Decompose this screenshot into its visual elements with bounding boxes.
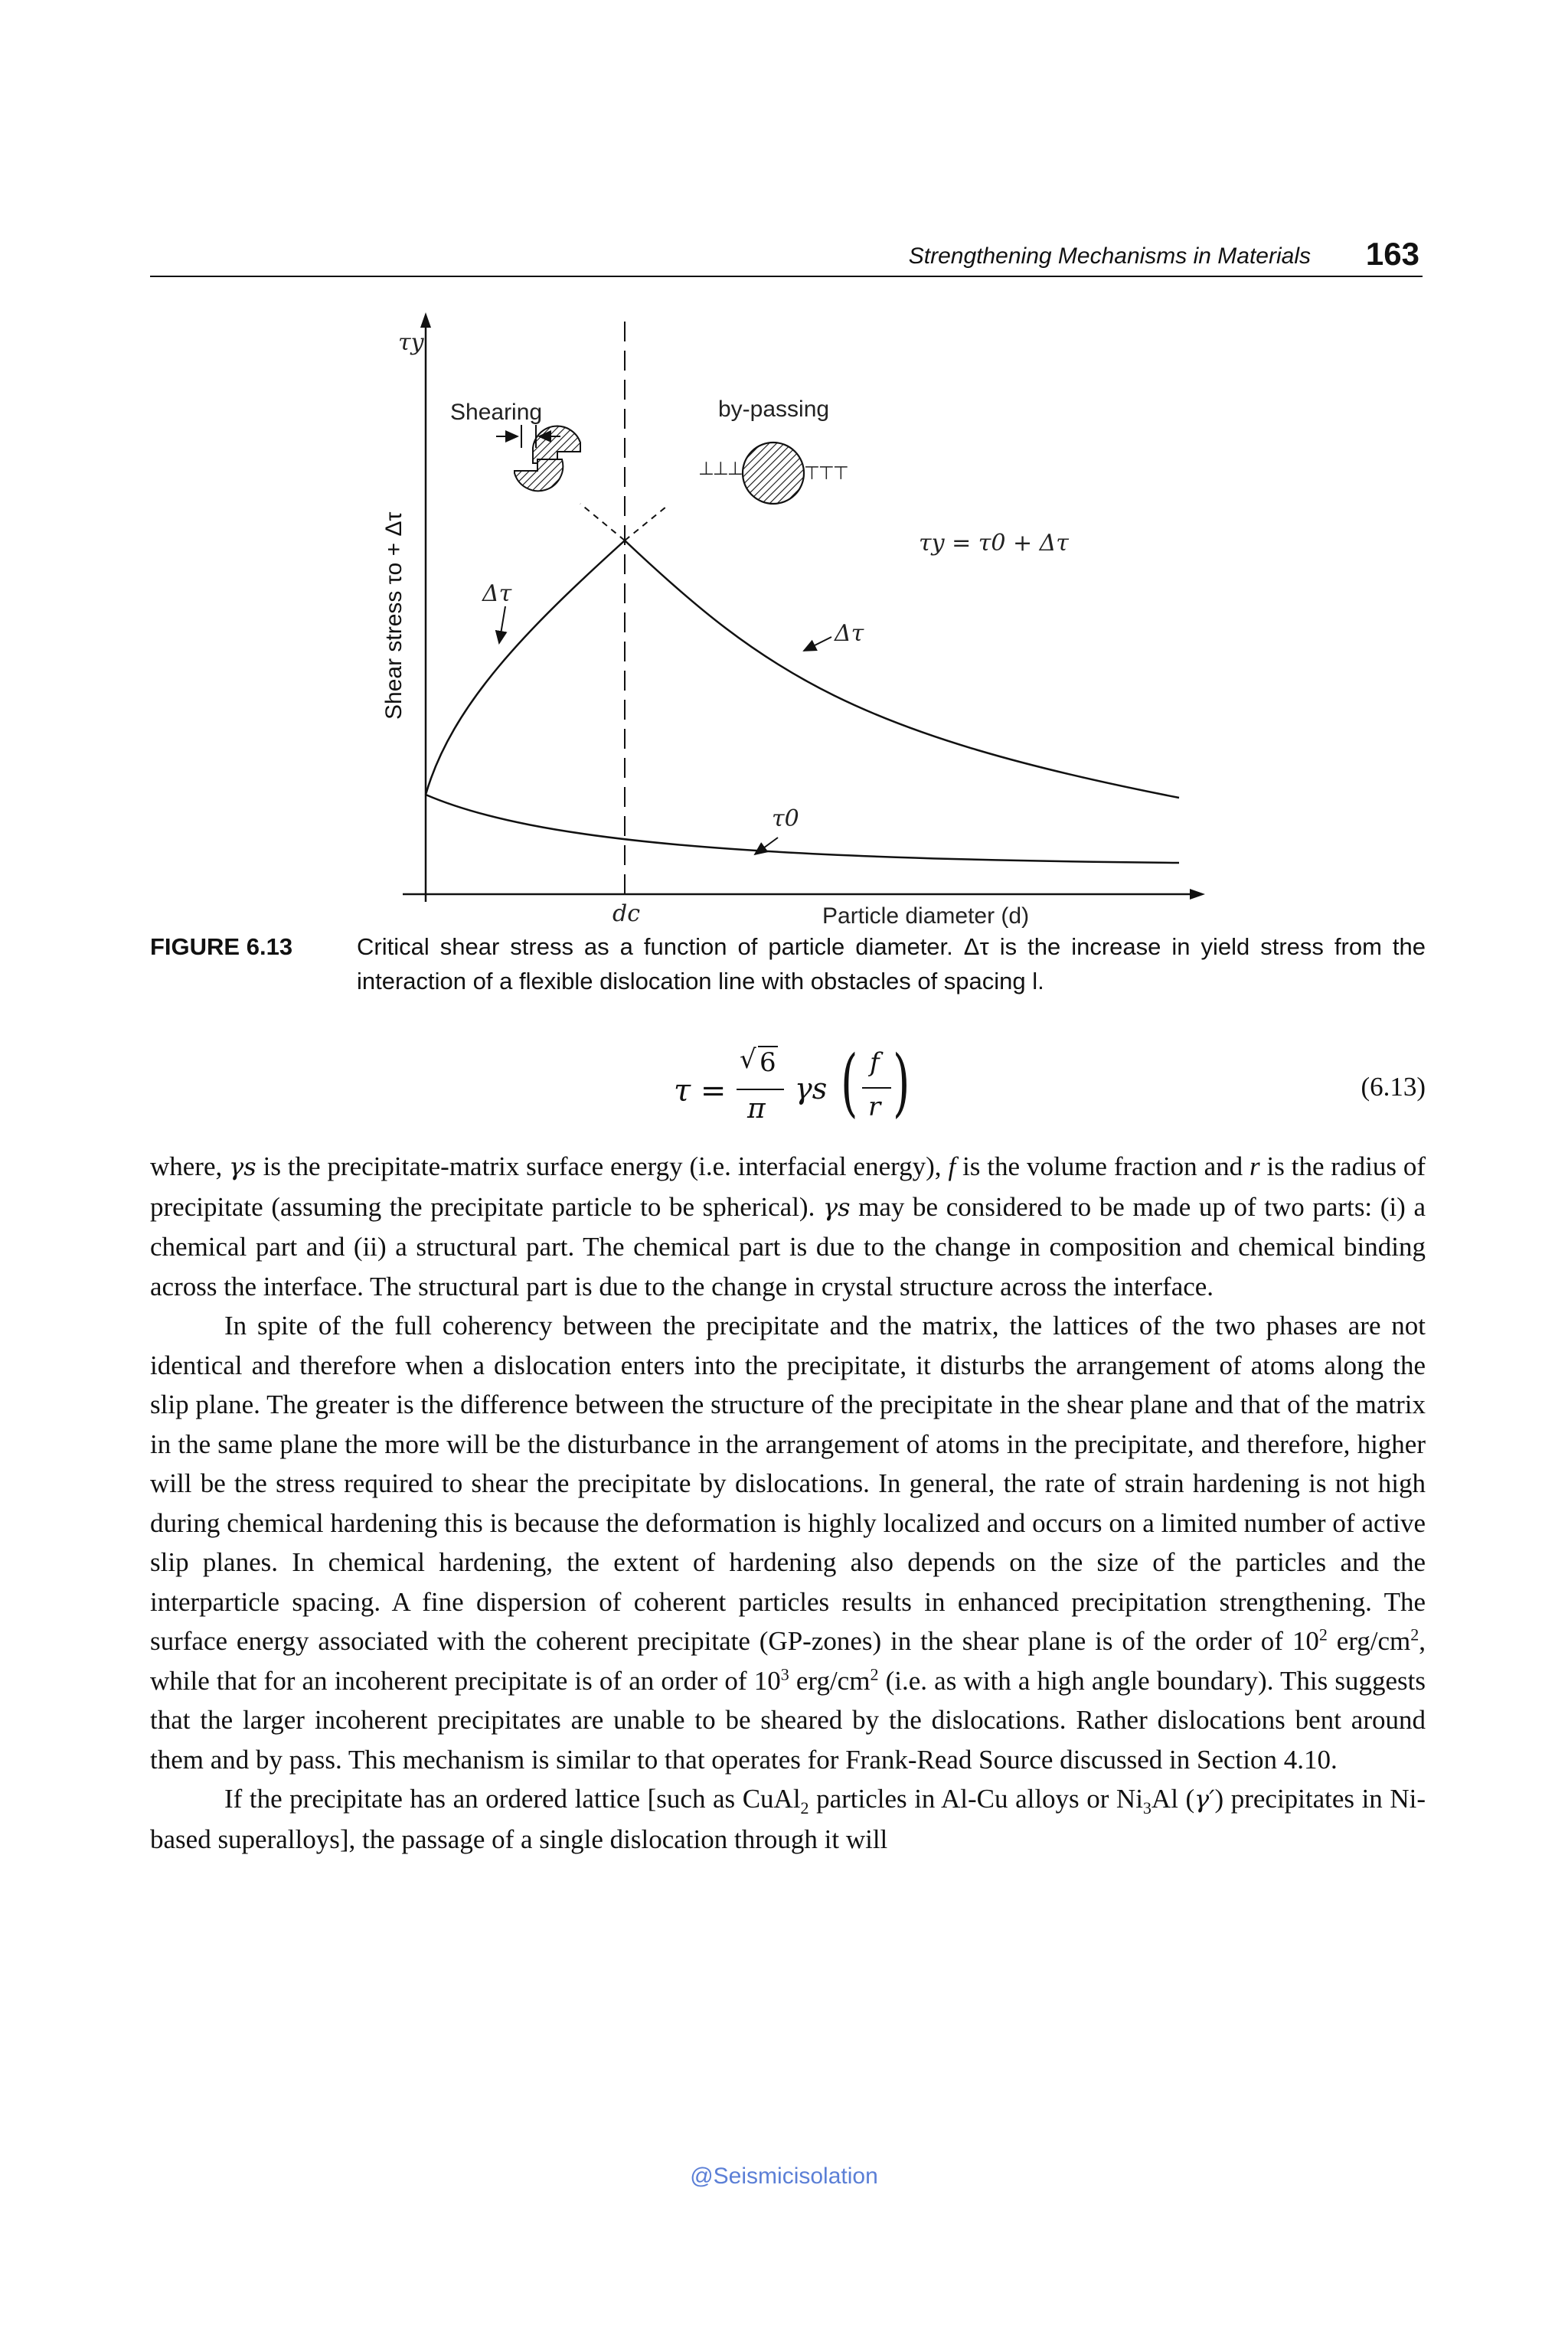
equation-number: (6.13) bbox=[1361, 1072, 1426, 1102]
sqrt-sign: √ bbox=[740, 1044, 756, 1075]
fraction-bar bbox=[737, 1089, 784, 1090]
label-delta-tau-right: Δτ bbox=[835, 620, 864, 647]
watermark: @Seismicisolation bbox=[690, 2164, 878, 2189]
bypassed-particle-icon bbox=[743, 443, 804, 504]
running-title: Strengthening Mechanisms in Materials bbox=[908, 243, 1311, 269]
y-axis-symbol: τy bbox=[398, 329, 424, 356]
right-paren: ) bbox=[893, 1040, 910, 1125]
delta-tau-left-arrow bbox=[499, 606, 505, 643]
shearing-curve bbox=[426, 540, 625, 795]
page-number: 163 bbox=[1365, 236, 1419, 272]
delta-tau-right-arrow bbox=[804, 637, 831, 651]
fraction-numerator: f bbox=[870, 1047, 880, 1078]
label-shearing: Shearing bbox=[450, 400, 543, 425]
dislocation-marks-right: ⊤⊤⊤ bbox=[804, 462, 848, 484]
equation-gamma: γs bbox=[795, 1072, 828, 1105]
figure-6-13 bbox=[368, 306, 1286, 929]
label-dc: dc bbox=[612, 900, 641, 927]
sqrt-argument: 6 bbox=[760, 1047, 776, 1078]
equation-6-13 bbox=[658, 1040, 965, 1139]
paragraph-2: In spite of the full coherency between the precipitate and the matrix, the lattices of the two phases are not identical and therefore when a dislocation enters into the precipitate, it disturbs the arrangement of atoms along the slip plane. The greater is the difference between the structure of the precipitate in the shear plane and that of the matrix in the same plane the more will be the disturbance in the arrangement of atoms in the precipitate, and therefore, higher will be the stress required to shear the precipitate by dislocations. In general, the rate of strain hardening is not high during chemical hardening this is because the deformation is highly localized and occurs on a limited number of active slip planes. In chemical hardening, the extent of hardening also depends on the size of the particles and the interparticle spacing. A fine dispersion of coherent particles results in enhanced precipitation strengthening. The surface energy associated with the coherent precipitate (GP-zones) in the shear plane is of the order of $10^2$ erg/$cm^2$, while that for an incoherent precipitate is of an order of $10^3$ erg/$cm^2$ (i.e. as with a high angle boundary). This suggests that the larger incoherent precipitates are unable to be sheared by the dislocations. Rather dislocations bent around them and by pass. This mechanism is similar to that operates for Frank-Read Source discussed in Section 4.10. bbox=[150, 1311, 1426, 1775]
caption-label: FIGURE 6.13 bbox=[150, 933, 293, 960]
fraction-denominator: r bbox=[868, 1092, 881, 1122]
x-axis-arrow bbox=[1190, 889, 1205, 900]
label-tau0: τ0 bbox=[772, 805, 799, 832]
equation-denominator: π bbox=[747, 1093, 766, 1125]
equation-lhs: τ = bbox=[674, 1073, 727, 1109]
paragraph-1: where, γs is the precipitate-matrix surface energy (i.e. interfacial energy), f is the volume fraction and r is the radius of precipitate (assuming the precipitate particle to be spherical). γs may be considered to be made up of two parts: (i) a chemical part and (ii) a structural part. The chemical part is due to the change in composition and chemical binding across the interface. The structural part is due to the change in crystal structure across the interface. bbox=[150, 1151, 1426, 1301]
tau0-curve bbox=[426, 795, 1179, 863]
peak-extension-left bbox=[580, 504, 625, 540]
inner-fraction-bar bbox=[862, 1087, 891, 1089]
peak-extension-right bbox=[625, 507, 666, 540]
label-delta-tau-left: Δτ bbox=[482, 580, 512, 607]
y-axis-arrow bbox=[420, 312, 431, 328]
running-head bbox=[150, 233, 1423, 277]
label-tau-y-equation: τy = τ0 + Δτ bbox=[919, 530, 1069, 557]
paragraph-3: If the precipitate has an ordered lattice [such as CuAl$_2$ particles in Al-Cu alloys or $Ni_3Al$ (γ′) precipitates in Ni-based superalloys], the passage of a single dislocation through it will bbox=[150, 1784, 1426, 1854]
y-axis-title: Shear stress τo + Δτ bbox=[381, 511, 407, 720]
body-text bbox=[150, 1147, 1426, 1859]
dislocation-marks-left: ⊥⊥⊥ bbox=[698, 458, 742, 479]
x-axis-title: Particle diameter (d) bbox=[822, 903, 1030, 929]
caption-text: Critical shear stress as a function of particle diameter. Δτ is the increase in yield stress from the interaction of a flexible dislocation line with obstacles of spacing l. bbox=[357, 933, 1426, 994]
label-bypassing: by-passing bbox=[718, 397, 830, 422]
bypassing-curve bbox=[625, 540, 1179, 798]
left-paren: ( bbox=[841, 1040, 858, 1125]
